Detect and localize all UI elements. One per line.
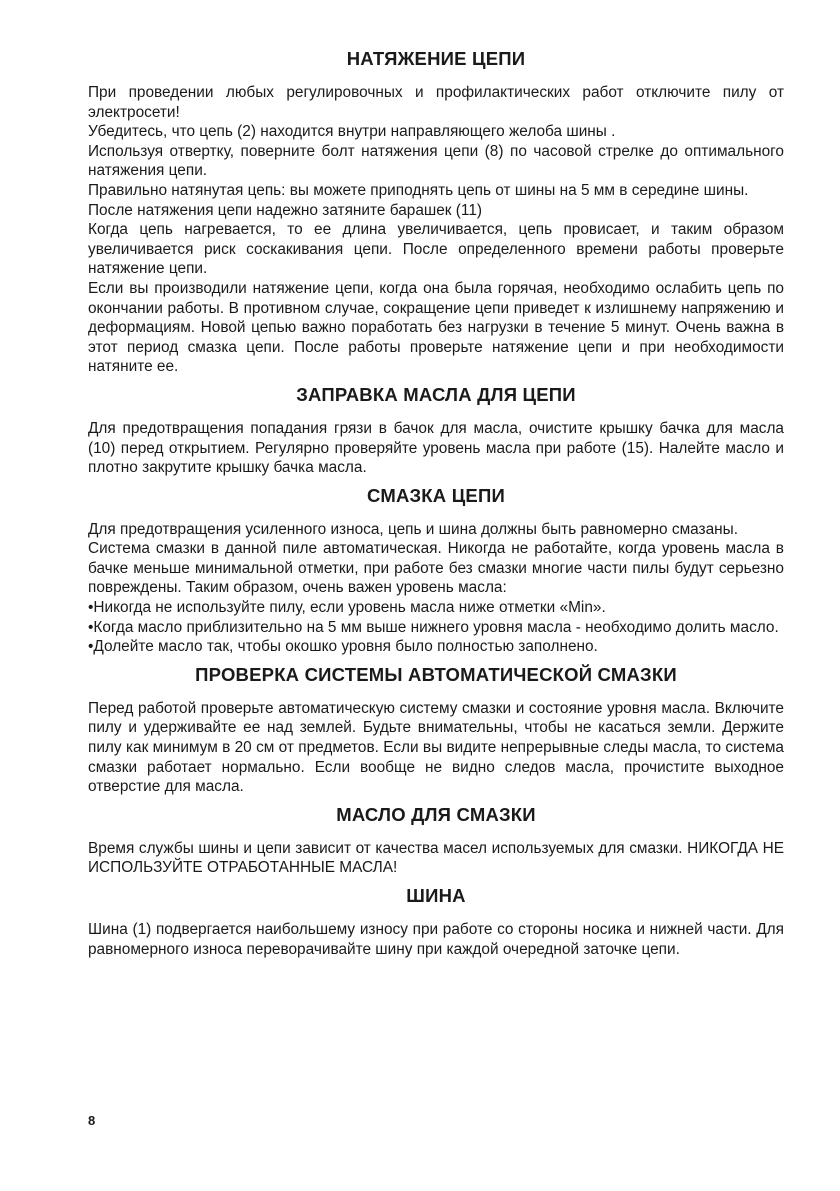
paragraph: Перед работой проверьте автоматическую систему смазки и состояние уровня масла. Включите пилу и удерживайте ее над землей. Будьте внимательны, чтобы не касаться земли. Держите пилу как минимум в 20 см от предметов. Если вы видите непрерывные следы масла, то система смазки работает нормально. Если вообще не видно следов масла, прочистите выходное отверстие для масла. bbox=[88, 699, 784, 796]
section-chain-lubrication bbox=[88, 483, 784, 657]
paragraph: Если вы производили натяжение цепи, когда она была горячая, необходимо ослабить цепь по окончании работы. В противном случае, сокращение цепи приведет к излишнему напряжению и деформациям. Новой цепью важно поработать без нагрузки в течение 5 минут. Очень важна в этот период смазка цепи. После работы проверьте натяжение цепи и при необходимости натяните ее. bbox=[88, 279, 784, 376]
paragraph: После натяжения цепи надежно затяните барашек (11) bbox=[88, 201, 483, 219]
section-heading: СМАЗКА ЦЕПИ bbox=[367, 484, 505, 506]
section-heading: ЗАПРАВКА МАСЛА ДЛЯ ЦЕПИ bbox=[296, 383, 576, 405]
paragraph: Для предотвращения попадания грязи в бачок для масла, очистите крышку бачка для масла (10) перед открытием. Регулярно проверяйте уровень масла при работе (15). Налейте масло и плотно закрутите крышку бачка масла. bbox=[88, 419, 784, 477]
section-heading: ШИНА bbox=[406, 885, 466, 906]
section-heading: ПРОВЕРКА СИСТЕМЫ АВТОМАТИЧЕСКОЙ СМАЗКИ bbox=[195, 663, 677, 685]
paragraph: Используя отвертку, поверните болт натяжения цепи (8) по часовой стрелке до оптимального натяжения цепи. bbox=[88, 142, 784, 180]
paragraph: Шина (1) подвергается наибольшему износу при работе со стороны носика и нижней части. Для равномерного износа переворачивайте шину при каждой очередной заточке цепи. bbox=[88, 921, 784, 958]
section-oil-filling bbox=[88, 382, 784, 478]
paragraph: Когда цепь нагревается, то ее длина увеличивается, цепь провисает, и таким образом увеличивается риск соскакивания цепи. После определенного времени работы проверьте натяжение цепи. bbox=[88, 221, 784, 278]
paragraph: Система смазки в данной пиле автоматическая. Никогда не работайте, когда уровень масла в бачке меньше минимальной отметки, при работе без смазки многие части пилы будут серьезно повреждены. Таким образом, очень важен уровень масла: bbox=[88, 540, 784, 597]
bullet-item: •Никогда не используйте пилу, если уровень масла ниже отметки «Min». bbox=[88, 599, 606, 617]
paragraph: Правильно натянутая цепь: вы можете приподнять цепь от шины на 5 мм в середине шины. bbox=[88, 181, 749, 199]
bullet-item: •Когда масло приблизительно на 5 мм выше нижнего уровня масла - необходимо долить масло. bbox=[88, 618, 779, 636]
paragraph: Для предотвращения усиленного износа, цепь и шина должны быть равномерно смазаны. bbox=[88, 520, 738, 538]
section-lubricating-oil bbox=[88, 802, 784, 878]
section-chain-tension bbox=[88, 46, 784, 377]
section-auto-lubrication-check bbox=[88, 662, 784, 797]
paragraph: Время службы шины и цепи зависит от качества масел используемых для смазки. НИКОГДА НЕ ИСПОЛЬЗУЙТЕ ОТРАБОТАННЫЕ МАСЛА! bbox=[88, 839, 784, 877]
paragraph: При проведении любых регулировочных и профилактических работ отключите пилу от электросети! bbox=[88, 84, 784, 121]
page-number: 8 bbox=[88, 1113, 96, 1128]
paragraph: Убедитесь, что цепь (2) находится внутри направляющего желоба шины . bbox=[88, 123, 616, 141]
section-heading: НАТЯЖЕНИЕ ЦЕПИ bbox=[346, 48, 526, 69]
bullet-item: •Долейте масло так, чтобы окошко уровня было полностью заполнено. bbox=[88, 638, 598, 656]
section-heading: МАСЛО ДЛЯ СМАЗКИ bbox=[336, 803, 536, 825]
section-guide-bar bbox=[88, 883, 784, 959]
manual-page bbox=[88, 46, 784, 959]
